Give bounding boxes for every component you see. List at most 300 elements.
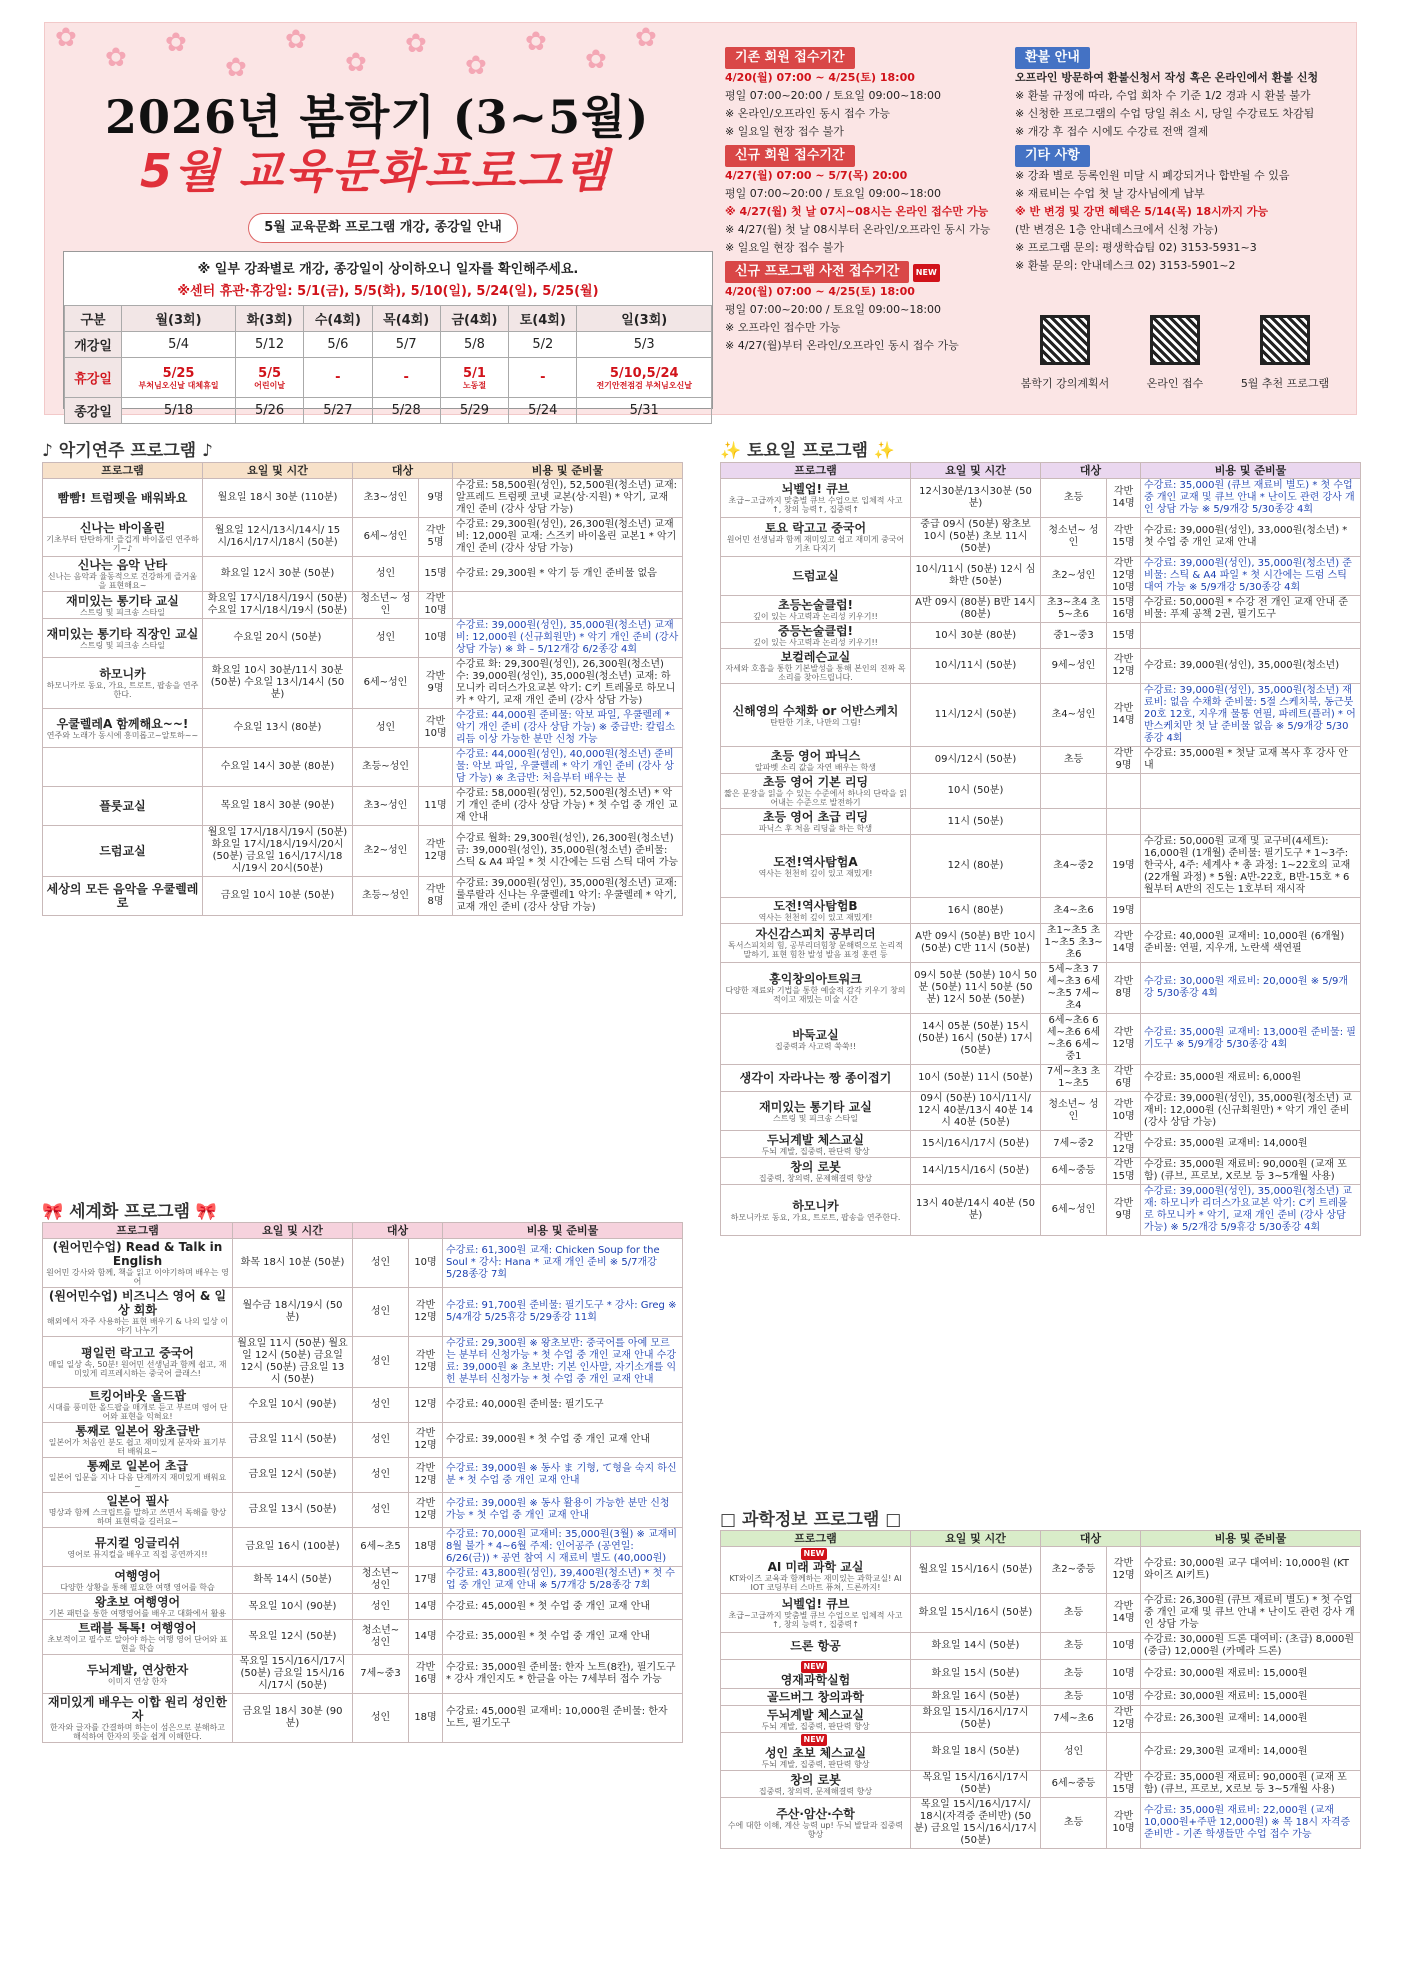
- program-cell: [721, 1065, 911, 1092]
- fee-cell: 수강료: 30,000원 재료비: 15,000원: [1141, 1660, 1361, 1689]
- program-cell: [43, 1655, 233, 1694]
- table-row[interactable]: [43, 1239, 683, 1288]
- fee-cell: 수강료: 35,000원 준비물: 한자 노트(8칸), 필기도구 * 강사 개인지도 * 한글을 아는 7세부터 접수 가능: [443, 1655, 683, 1694]
- target-cell: 성인: [353, 1694, 409, 1743]
- time-cell: 16시 (80분): [911, 898, 1041, 924]
- capacity-cell: 각반 12명: [409, 1288, 443, 1337]
- program-desc: 두뇌 계발, 집중력, 판단력 향상: [761, 1146, 870, 1156]
- capacity-cell: [1107, 1733, 1141, 1771]
- cal-date: 5/5: [258, 365, 281, 381]
- program-name: 주산·암산·수학: [776, 1807, 855, 1821]
- col-program: 프로그램: [721, 1531, 911, 1547]
- table-row[interactable]: [43, 709, 683, 748]
- program-cell: [721, 1158, 911, 1185]
- target-cell: [1041, 774, 1107, 809]
- capacity-cell: 각반 6명: [1107, 1065, 1141, 1092]
- target-cell: 초등: [1041, 1633, 1107, 1660]
- cal-cell: 5/26: [235, 398, 303, 424]
- qr-code-icon[interactable]: [1040, 315, 1090, 365]
- target-cell: 청소년~ 성인: [1041, 1092, 1107, 1131]
- program-name: 신나는 바이올린: [79, 521, 166, 535]
- calendar-note: ※ 일부 강좌별로 개강, 종강일이 상이하오니 일자를 확인해주세요.: [197, 262, 579, 277]
- col-time: 요일 및 시간: [911, 1531, 1041, 1547]
- info-line: ※ 신청한 프로그램의 수업 당일 취소 시, 당일 수강료도 차감됨: [1015, 107, 1315, 120]
- program-name: 평일런 락고고 중국어: [81, 1346, 194, 1360]
- info-line: 평일 07:00~20:00 / 토요일 09:00~18:00: [725, 89, 942, 102]
- program-desc: 집중력, 창의력, 문제해결력 향상: [758, 1786, 873, 1796]
- table-row[interactable]: [721, 1771, 1361, 1798]
- program-cell: [721, 809, 911, 835]
- table-row[interactable]: [721, 1131, 1361, 1158]
- table-row[interactable]: [721, 1706, 1361, 1733]
- program-name: 중등논술클럽!: [777, 624, 854, 638]
- cal-cell: [440, 358, 508, 398]
- program-cell: [43, 1239, 233, 1288]
- fee-cell: 수강료: 39,000원 ※ 동사 활용이 가능한 분만 신청 가능 * 첫 수업 중 개인 교재 안내: [443, 1493, 683, 1528]
- capacity-cell: 10명: [1107, 1660, 1141, 1689]
- time-cell: 11시/12시 (50분): [911, 684, 1041, 747]
- program-cell: [721, 1014, 911, 1065]
- target-cell: 7세~초3 초1~초5: [1041, 1065, 1107, 1092]
- program-desc: 하모니카로 동요, 가요, 트로트, 팝송을 연주한다.: [46, 681, 199, 699]
- program-desc: 다양한 재료와 기법을 통한 예술적 감각 키우기 창의적이고 재밌는 미술 시간: [725, 986, 906, 1004]
- capacity-cell: 각반 12명: [1107, 1706, 1141, 1733]
- calendar-holiday-row: [65, 358, 712, 398]
- info-line: 4/20(월) 07:00 ~ 4/25(토) 18:00: [725, 285, 915, 298]
- cal-reason: 어린이날: [254, 380, 286, 390]
- table-row[interactable]: [721, 623, 1361, 649]
- table-row[interactable]: [721, 596, 1361, 623]
- table-row[interactable]: [43, 592, 683, 619]
- fee-cell: 수강료: 30,000원 재료비: 20,000원 ※ 5/9개강 5/30종강 4회: [1141, 963, 1361, 1014]
- target-cell: 초2~성인: [353, 826, 419, 877]
- capacity-cell: 각반 12명: [419, 826, 453, 877]
- fee-cell: 수강료: 26,300원 교재비: 14,000원: [1141, 1706, 1361, 1733]
- table-row[interactable]: [721, 1185, 1361, 1236]
- program-cell: [43, 709, 203, 748]
- fee-cell: 수강료: 29,300원 교재비: 14,000원: [1141, 1733, 1361, 1771]
- table-row[interactable]: [43, 877, 683, 916]
- table-row[interactable]: [721, 898, 1361, 924]
- time-cell: 화목 14시 (50분): [233, 1567, 353, 1594]
- saturday-program-table: [720, 462, 1361, 1236]
- program-cell: [721, 623, 911, 649]
- cal-head: 토(4회): [509, 306, 577, 332]
- fee-cell: 수강료: 39,000원(성인), 35,000원(청소년) 교재비: 12,000원 (신규회원만) * 악기 개인 준비 (강사 상담 가능): [1141, 1092, 1361, 1131]
- target-cell: 초3~성인: [353, 479, 419, 518]
- table-row[interactable]: [43, 518, 683, 557]
- capacity-cell: 각반 15명: [1107, 1771, 1141, 1798]
- time-cell: 14시 05분 (50분) 15시 (50분) 16시 (50분) 17시 (50분): [911, 1014, 1041, 1065]
- fee-cell: 수강료: 50,000원 * 수강 전 개인 교재 안내 준비물: 푸제 공책 2권, 필기도구: [1141, 596, 1361, 623]
- time-cell: 10시 30분 (80분): [911, 623, 1041, 649]
- target-cell: 9세~성인: [1041, 649, 1107, 684]
- cal-date: -: [540, 370, 546, 385]
- program-name: 플룻교실: [99, 799, 146, 813]
- info-line: ※ 환불 규정에 따라, 수업 회차 수 기준 1/2 경과 시 환불 불가: [1015, 89, 1311, 102]
- col-time: 요일 및 시간: [911, 463, 1041, 479]
- table-row[interactable]: [43, 1288, 683, 1337]
- info-line: 평일 07:00~20:00 / 토요일 09:00~18:00: [725, 303, 942, 316]
- time-cell: 목요일 12시 (50분): [233, 1620, 353, 1655]
- target-cell: 초등~성인: [353, 877, 419, 916]
- info-line: ※ 반 변경 및 강면 혜택은 5/14(목) 18시까지 가능: [1015, 205, 1269, 218]
- fee-cell: [1141, 774, 1361, 809]
- program-name: 초등 영어 파닉스: [770, 748, 861, 763]
- table-row[interactable]: [43, 557, 683, 592]
- capacity-cell: [1107, 774, 1141, 809]
- target-cell: 7세~초6: [1041, 1706, 1107, 1733]
- cal-reason: 부처님오신날 대체휴일: [138, 380, 219, 390]
- col-time: 요일 및 시간: [203, 463, 353, 479]
- program-name: 생각이 자라나는 짱 종이접기: [739, 1071, 892, 1085]
- program-name: 골드버그 창의과학: [767, 1690, 864, 1704]
- table-row[interactable]: [721, 1798, 1361, 1849]
- cal-cell: [577, 358, 712, 398]
- program-cell: [43, 1594, 233, 1620]
- fee-cell: 수강료: 39,000원 * 첫 수업 중 개인 교재 안내: [443, 1423, 683, 1458]
- program-cell: [43, 658, 203, 709]
- program-desc: 스트링 및 피크송 스타일: [80, 607, 165, 617]
- table-row[interactable]: [721, 649, 1361, 684]
- table-row[interactable]: [721, 1689, 1361, 1706]
- program-cell: [721, 1798, 911, 1849]
- program-desc: 기초부터 탄탄하게! 즐겁게 바이올린 연주하기~♪: [46, 535, 199, 553]
- col-program: 프로그램: [43, 463, 203, 479]
- program-name: 트래블 톡톡! 여행영어: [78, 1621, 197, 1635]
- program-desc: 초보적이고 필수로 알아야 하는 여행 영어 단어와 표현을 학습: [47, 1635, 228, 1653]
- table-row[interactable]: [721, 924, 1361, 963]
- capacity-cell: 15명: [419, 557, 453, 592]
- fee-cell: 수강료: 35,000원 * 첫 수업 중 개인 교재 안내: [443, 1620, 683, 1655]
- time-cell: 09시 (50분) 10시/11시/ 12시 40분/13시 40분 14시 40분 (50분): [911, 1092, 1041, 1131]
- table-row[interactable]: [721, 479, 1361, 518]
- refund-tag: 환불 안내: [1015, 47, 1090, 69]
- program-cell: [721, 479, 911, 518]
- program-cell: [721, 684, 911, 747]
- fee-cell: 수강료: 70,000원 교재비: 35,000원(3월) ※ 교재비 8월 불가 * 4~6월 주제: 인어공주 (공연일: 6/26(금)) * 공연 참여 시 재료비 별도 (40,000원): [443, 1528, 683, 1567]
- table-row[interactable]: [721, 963, 1361, 1014]
- program-cell: [43, 557, 203, 592]
- col-target: 대상: [1041, 463, 1141, 479]
- fee-cell: 수강료 월화: 29,300원(성인), 26,300원(청소년) 금: 39,000원(성인), 35,000원(청소년) 준비물: 스틱 & A4 파일 * 첫 시간에는 드럼 스틱 대여 가능: [453, 826, 683, 877]
- capacity-cell: 각반 14명: [1107, 1594, 1141, 1633]
- program-desc: 초급~고급까지 맞춤별 큐브 수업으로 입체적 사고↑, 창의 능력↑, 집중력↑: [728, 496, 903, 514]
- info-line: 오프라인 방문하여 환불신청서 작성 혹은 온라인에서 환불 신청: [1015, 71, 1319, 84]
- program-name: (원어민수업) Read & Talk in English: [52, 1240, 223, 1268]
- fee-cell: 수강료: 39,000원(성인), 35,000원(청소년) 준비물: 스틱 & A4 파일 * 첫 시간에는 드럼 스틱 대여 가능 ※ 5/9개강 5/30종강 4회: [1141, 557, 1361, 596]
- program-desc: 역사는 천천히 깊이 있고 재밌게!: [758, 868, 873, 878]
- qr-code-icon[interactable]: [1260, 315, 1310, 365]
- music-program-table: [42, 462, 683, 916]
- fee-cell: 수강료: 40,000원 교재비: 10,000원 (6개월) 준비물: 연필, 지우개, 노란색 색연필: [1141, 924, 1361, 963]
- program-cell: [721, 963, 911, 1014]
- capacity-cell: 12명: [409, 1388, 443, 1423]
- table-row[interactable]: [43, 826, 683, 877]
- program-cell: [43, 748, 203, 787]
- cal-cell: 5/12: [235, 332, 303, 358]
- target-cell: 6세~초6 6세~초6 6세~초6 6세~중1: [1041, 1014, 1107, 1065]
- info-line: ※ 4/27(월) 첫 날 08시부터 온라인/오프라인 동시 가능: [725, 223, 991, 236]
- program-desc: 탄탄한 기초, 나만의 그림!: [770, 717, 861, 727]
- program-name: 신해영의 수채화 or 어반스케치: [732, 703, 899, 718]
- cal-head: 수(4회): [304, 306, 372, 332]
- time-cell: A반 09시 (50분) B반 10시 (50분) C반 11시 (50분): [911, 924, 1041, 963]
- time-cell: 월수금 18시/19시 (50분): [233, 1288, 353, 1337]
- time-cell: 중급 09시 (50분) 왕초보 10시 (50분) 초보 11시 (50분): [911, 518, 1041, 557]
- cal-cell: 5/3: [577, 332, 712, 358]
- time-cell: 화요일 14시 (50분): [911, 1633, 1041, 1660]
- time-cell: 09시/12시 (50분): [911, 747, 1041, 774]
- fee-cell: 수강료: 35,000원 교재비: 14,000원: [1141, 1131, 1361, 1158]
- program-name: 홍익창의아트워크: [769, 972, 862, 986]
- info-line: ※ 프로그램 문의: 평생학습팀 02) 3153-5931~3: [1015, 241, 1257, 254]
- time-cell: 화요일 15시/16시/17시 (50분): [911, 1706, 1041, 1733]
- capacity-cell: 각반 9명: [1107, 747, 1141, 774]
- cal-cell: 5/7: [372, 332, 440, 358]
- program-cell: [43, 619, 203, 658]
- table-row[interactable]: [721, 774, 1361, 809]
- cal-cell: 개강일: [65, 332, 122, 358]
- table-row[interactable]: [43, 1493, 683, 1528]
- col-fee: 비용 및 준비물: [1141, 1531, 1361, 1547]
- cal-cell: 5/31: [577, 398, 712, 424]
- table-row[interactable]: [43, 787, 683, 826]
- program-cell: [721, 1771, 911, 1798]
- program-name: 트킹어바웃 올드팝: [89, 1389, 186, 1403]
- info-line: 평일 07:00~20:00 / 토요일 09:00~18:00: [725, 187, 942, 200]
- capacity-cell: 19명: [1107, 898, 1141, 924]
- fee-cell: 수강료: 39,000원(성인), 35,000원(청소년) 재료비: 없음 수채화 준비물: 5절 스케치북, 동근붓 20호 12호, 지우개 물통 연필, 파레트(플러) * 어반스케치만 첫 날 준비물 없음 ※ 5/9개강 5/30종강 4회: [1141, 684, 1361, 747]
- table-row[interactable]: [43, 619, 683, 658]
- target-cell: 성인: [353, 1388, 409, 1423]
- table-row[interactable]: [43, 1567, 683, 1594]
- program-cell: [43, 877, 203, 916]
- target-cell: 초등: [1041, 479, 1107, 518]
- program-name: 두뇌계발 체스교실: [767, 1707, 864, 1722]
- target-cell: 6세~초5: [353, 1528, 409, 1567]
- program-name: 드럼교실: [792, 569, 839, 583]
- fee-cell: [1141, 809, 1361, 835]
- capacity-cell: 10명: [409, 1239, 443, 1288]
- table-row[interactable]: [721, 747, 1361, 774]
- table-row[interactable]: [721, 809, 1361, 835]
- program-desc: 기본 패턴을 통한 여행영어를 배우고 대화에서 활용: [48, 1609, 227, 1618]
- fee-cell: 수강료: 43,800원(성인), 39,400원(청소년) * 첫 수업 중 개인 교재 안내 ※ 5/7개강 5/28종강 7회: [443, 1567, 683, 1594]
- capacity-cell: 각반 9명: [419, 658, 453, 709]
- table-row[interactable]: [721, 1633, 1361, 1660]
- capacity-cell: 17명: [409, 1567, 443, 1594]
- capacity-cell: [419, 748, 453, 787]
- time-cell: 월요일 18시 30분 (110분): [203, 479, 353, 518]
- program-desc: 해외에서 자주 사용하는 표현 배우기 & 나의 일상 이야기 나누기: [46, 1317, 229, 1335]
- program-cell: [721, 557, 911, 596]
- table-row[interactable]: [43, 1594, 683, 1620]
- program-desc: 깊이 있는 사고력과 논리성 키우기!!: [753, 638, 878, 647]
- fee-cell: 수강료: 35,000원 재료비: 6,000원: [1141, 1065, 1361, 1092]
- refund-info: [1015, 47, 1355, 275]
- col-target: 대상: [353, 1223, 443, 1239]
- program-name: 초등 영어 초급 리딩: [762, 810, 869, 824]
- capacity-cell: 각반 12명: [1107, 1547, 1141, 1594]
- program-desc: 매일 일상 속, 50분! 원어민 선생님과 함께 쉽고, 재미있게 리프레시하는 중국어 클래스!: [48, 1360, 227, 1378]
- target-cell: 초등: [1041, 1594, 1107, 1633]
- time-cell: 목요일 15시/16시/17시 (50분): [911, 1771, 1041, 1798]
- cal-head: 목(4회): [372, 306, 440, 332]
- fee-cell: 수강료: 35,000원 (큐브 재료비 별도) * 첫 수업 중 개인 교재 및 큐브 안내 * 난이도 관련 강사 개인 상담 가능 ※ 5/9개강 5/30종강 4회: [1141, 479, 1361, 518]
- cal-cell: 5/24: [509, 398, 577, 424]
- capacity-cell: 각반 12명: [409, 1458, 443, 1493]
- program-desc: 역사는 천천히 깊이 있고 재밌게!: [758, 913, 873, 922]
- program-desc: 연주와 노래가 동시에 흥미롭고~알토하~~: [46, 730, 199, 740]
- program-name: 초등논술클럽!: [777, 597, 854, 612]
- cal-cell: 5/29: [440, 398, 508, 424]
- info-line: ※ 재료비는 수업 첫 날 강사님에게 납부: [1015, 187, 1205, 200]
- program-name: 하모니카: [99, 667, 146, 681]
- time-cell: 목요일 10시 (90분): [233, 1594, 353, 1620]
- table-row[interactable]: [721, 518, 1361, 557]
- program-name: 드럼교실: [99, 844, 146, 858]
- table-row[interactable]: [721, 1547, 1361, 1594]
- capacity-cell: 각반 16명: [409, 1655, 443, 1694]
- target-cell: 초등: [1041, 1798, 1107, 1849]
- program-desc: 파닉스 후 처음 리딩을 하는 학생: [758, 824, 873, 833]
- program-cell: [721, 1547, 911, 1594]
- fee-cell: 수강료: 39,000원(성인), 35,000원(청소년) 교재: 룰루랄라 신나는 우쿨렐레1 악기: 우쿨렐레 * 악기, 교재 개인 준비 (강사 상담 가능): [453, 877, 683, 916]
- time-cell: 목요일 15시/16시/17시 (50분) 금요일 15시/16시/17시 (50분): [233, 1655, 353, 1694]
- target-cell: 청소년~ 성인: [1041, 518, 1107, 557]
- time-cell: 화요일 12시 30분 (50분): [203, 557, 353, 592]
- program-name: 뮤지컬 잉글리쉬: [94, 1535, 181, 1550]
- table-row[interactable]: [43, 1694, 683, 1743]
- table-row[interactable]: [43, 1620, 683, 1655]
- capacity-cell: 18명: [409, 1528, 443, 1567]
- program-cell: [721, 1185, 911, 1236]
- table-row[interactable]: [43, 1388, 683, 1423]
- fee-cell: 수강료: 40,000원 준비물: 필기도구: [443, 1388, 683, 1423]
- target-cell: 6세~성인: [353, 658, 419, 709]
- table-row[interactable]: [43, 1458, 683, 1493]
- capacity-cell: 각반 8명: [419, 877, 453, 916]
- table-row[interactable]: [721, 1594, 1361, 1633]
- petal-decoration: ✿ ✿ ✿ ✿ ✿ ✿ ✿ ✿ ✿ ✿ ✿: [55, 23, 657, 83]
- saturday-section-title: ✨ 토요일 프로그램 ✨: [720, 441, 896, 461]
- music-section-title: ♪ 악기연주 프로그램 ♪: [42, 441, 213, 461]
- capacity-cell: 각반 14명: [1107, 924, 1141, 963]
- cal-cell: 5/18: [122, 398, 236, 424]
- target-cell: 5세~초3 7세~초3 6세~초5 7세~초4: [1041, 963, 1107, 1014]
- program-name: 영재과학실험: [780, 1673, 851, 1687]
- science-program-table: [720, 1530, 1361, 1849]
- target-cell: 초4~중2: [1041, 835, 1107, 898]
- fee-cell: 수강료: 29,300원 * 악기 등 개인 준비물 없음: [453, 557, 683, 592]
- program-cell: [43, 1493, 233, 1528]
- time-cell: 월요일 15시/16시 (50분): [911, 1547, 1041, 1594]
- fee-cell: 수강료: 44,000원 준비물: 악보 파일, 우쿨렐레 * 악기 개인 준비 (강사 상담 가능) ※ 중급반: 칼립소리듬 이상 가능한 분만 신청 가능: [453, 709, 683, 748]
- program-name: 하모니카: [792, 1198, 839, 1213]
- target-cell: 초등~성인: [353, 748, 419, 787]
- qr-code-icon[interactable]: [1150, 315, 1200, 365]
- time-cell: 13시 40분/14시 40분 (50분): [911, 1185, 1041, 1236]
- cal-cell: [509, 358, 577, 398]
- table-row[interactable]: [721, 1660, 1361, 1689]
- program-cell: [721, 1689, 911, 1706]
- existing-member-tag: 기존 회원 접수기간: [725, 47, 855, 69]
- calendar-header-row: [65, 306, 712, 332]
- program-cell: [43, 592, 203, 619]
- time-cell: 12시30분/13시30분 (50분): [911, 479, 1041, 518]
- program-cell: [43, 1694, 233, 1743]
- target-cell: 6세~중등: [1041, 1771, 1107, 1798]
- target-cell: 초4~성인: [1041, 684, 1107, 747]
- time-cell: 10시 (50분) 11시 (50분): [911, 1065, 1041, 1092]
- cal-cell: 종강일: [65, 398, 122, 424]
- program-desc: 한자와 글자를 간결하며 하는이 섬은으로 분해하고 해석하여 한자의 뜻을 쉽게 이해한다.: [49, 1723, 225, 1741]
- table-row[interactable]: [721, 1733, 1361, 1771]
- target-cell: 7세~중3: [353, 1655, 409, 1694]
- fee-cell: 수강료: 29,300원(성인), 26,300원(청소년) 교재비: 12,000원 교재: 스즈키 바이올린 교본1 * 악기 개인 준비 (강사 상담 가능): [453, 518, 683, 557]
- fee-cell: 수강료: 29,300원 ※ 왕초보반: 중국어를 아예 모르는 분부터 신청가능 * 첫 수업 중 개인 교재 안내 수강료: 39,000원 ※ 초보반: 기본 인사말, 자기소개를 익힌 분부터 신청가능 * 첫 수업 중 개인 교재 안내: [443, 1337, 683, 1388]
- table-row[interactable]: [43, 658, 683, 709]
- capacity-cell: 각반 12명: [1107, 1014, 1141, 1065]
- fee-cell: 수강료: 30,000원 재료비: 15,000원: [1141, 1689, 1361, 1706]
- table-row[interactable]: [43, 1655, 683, 1694]
- table-row[interactable]: [721, 835, 1361, 898]
- target-cell: 6세~성인: [1041, 1185, 1107, 1236]
- table-row[interactable]: [43, 1528, 683, 1567]
- table-row[interactable]: [43, 479, 683, 518]
- table-row[interactable]: [721, 557, 1361, 596]
- program-cell: [721, 1092, 911, 1131]
- fee-cell: 수강료 화: 29,300원(성인), 26,300원(청소년) 수: 39,000원(성인), 35,000원(청소년) 교재: 하모니카 리더스가요교본 악기: C키 트레몰로 하모니카 * 악기, 교재 개인 준비 (강사 상담 가능): [453, 658, 683, 709]
- target-cell: 성인: [353, 1493, 409, 1528]
- info-line: (반 변경은 1층 안내데스크에서 신청 가능): [1015, 223, 1219, 236]
- table-row[interactable]: [721, 1092, 1361, 1131]
- science-section-title: □ 과학정보 프로그램 □: [720, 1510, 902, 1530]
- fee-cell: 수강료: 39,000원(성인), 35,000원(청소년) 교재비: 12,000원 (신규회원만) * 악기 개인 준비 (강사 상담 가능) ※ 화 – 5/12개강 6/2종강 4회: [453, 619, 683, 658]
- program-desc: 이미지 연상 한자: [107, 1676, 168, 1686]
- program-name: 우쿨렐레A 함께해요~~!: [56, 716, 189, 731]
- program-desc: 수에 대한 이해, 계산 능력 up! 두뇌 발달과 집중력 향상: [727, 1821, 904, 1839]
- calendar-open-row: [65, 332, 712, 358]
- cal-reason: 노동절: [462, 380, 487, 390]
- time-cell: 화요일 16시 (50분): [911, 1689, 1041, 1706]
- table-row[interactable]: [721, 1014, 1361, 1065]
- info-line: ※ 일요일 현장 접수 불가: [725, 125, 844, 138]
- table-row[interactable]: [43, 1423, 683, 1458]
- table-row[interactable]: [43, 1337, 683, 1388]
- cal-date: 5/1: [463, 365, 486, 381]
- cal-head: 일(3회): [577, 306, 712, 332]
- time-cell: 15시/16시/17시 (50분): [911, 1131, 1041, 1158]
- program-cell: [43, 479, 203, 518]
- fee-cell: 수강료: 50,000원 교재 및 교구비(4세트): 16,000원 (1개월) 준비물: 필기도구 * 1~3주: 한국사, 4주: 세계사 * 총 과정: 1~22호의 교재(22개월 과정) * 5월: A반-22호, B반-15호 * 6월부터 A반의 진도는 1호부터 재시작: [1141, 835, 1361, 898]
- time-cell: 화목 18시 10분 (50분): [233, 1239, 353, 1288]
- target-cell: 성인: [353, 1239, 409, 1288]
- table-row[interactable]: [721, 684, 1361, 747]
- table-row[interactable]: [721, 1065, 1361, 1092]
- main-title: 2026년 봄학기 (3~5월): [105, 90, 650, 144]
- program-desc: 독서스피치의 힘, 공부리더힘창 문해력으로 논리적 말하기, 표현 힘찬 발성 발음 표정 훈련 등: [727, 941, 903, 959]
- table-row[interactable]: [43, 748, 683, 787]
- program-name: 창의 로봇: [790, 1159, 841, 1174]
- time-cell: 화요일 18시 (50분): [911, 1733, 1041, 1771]
- program-cell: [721, 898, 911, 924]
- table-row[interactable]: [721, 1158, 1361, 1185]
- cal-cell: 5/8: [440, 332, 508, 358]
- cal-date: 5/10,5/24: [609, 365, 679, 381]
- program-name: 통째로 일본어 초급: [86, 1459, 189, 1473]
